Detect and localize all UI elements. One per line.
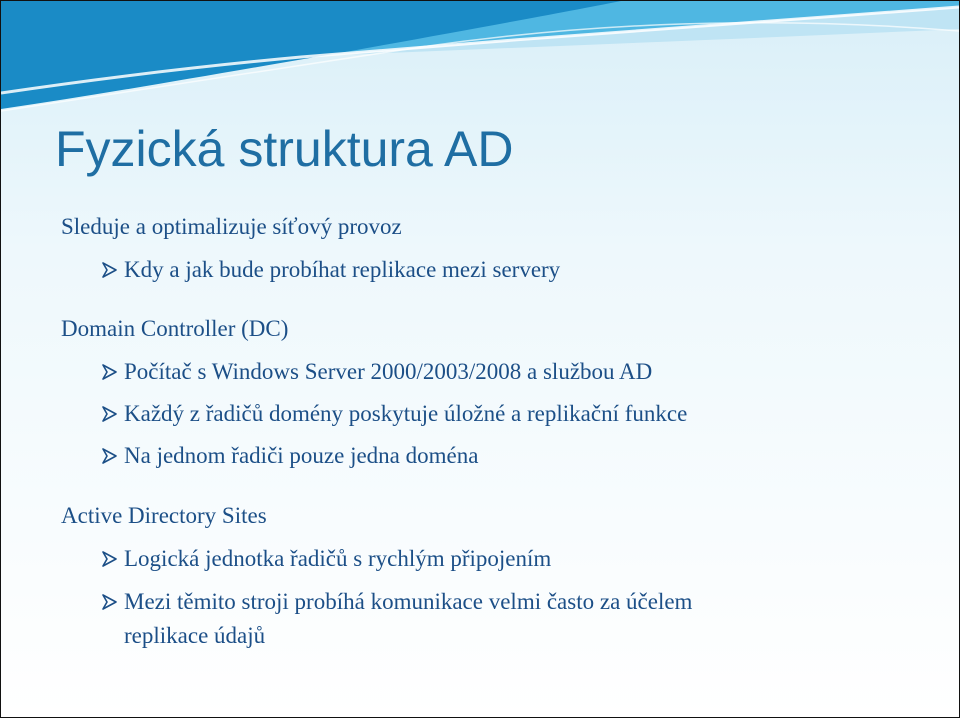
arrowhead-bullet-icon [101,551,117,567]
slide-title: Fyzická struktura AD [55,121,514,177]
bullet-text: Kdy a jak bude probíhat replikace mezi servery [124,257,561,282]
bullet-text-continuation: replikace údajů [124,623,266,648]
arrowhead-bullet-icon [101,262,117,278]
bullet-text: Každý z řadičů domény poskytuje úložné a replikační funkce [124,401,688,426]
bullet-text: Logická jednotka řadičů s rychlým připojením [124,546,552,571]
section-heading: Active Directory Sites [61,503,267,528]
arrowhead-bullet-icon [101,406,117,422]
bullet-text: Na jednom řadiči pouze jedna doména [124,443,479,468]
bullet-text: Mezi těmito stroji probíhá komunikace velmi často za účelem [124,589,693,614]
section-heading: Domain Controller (DC) [61,316,289,341]
arrowhead-bullet-icon [101,448,117,464]
bullet-text: Počítač s Windows Server 2000/2003/2008 a službou AD [124,359,653,384]
arrowhead-bullet-icon [101,364,117,380]
arrowhead-bullet-icon [101,594,117,610]
section-heading: Sleduje a optimalizuje síťový provoz [61,214,402,239]
